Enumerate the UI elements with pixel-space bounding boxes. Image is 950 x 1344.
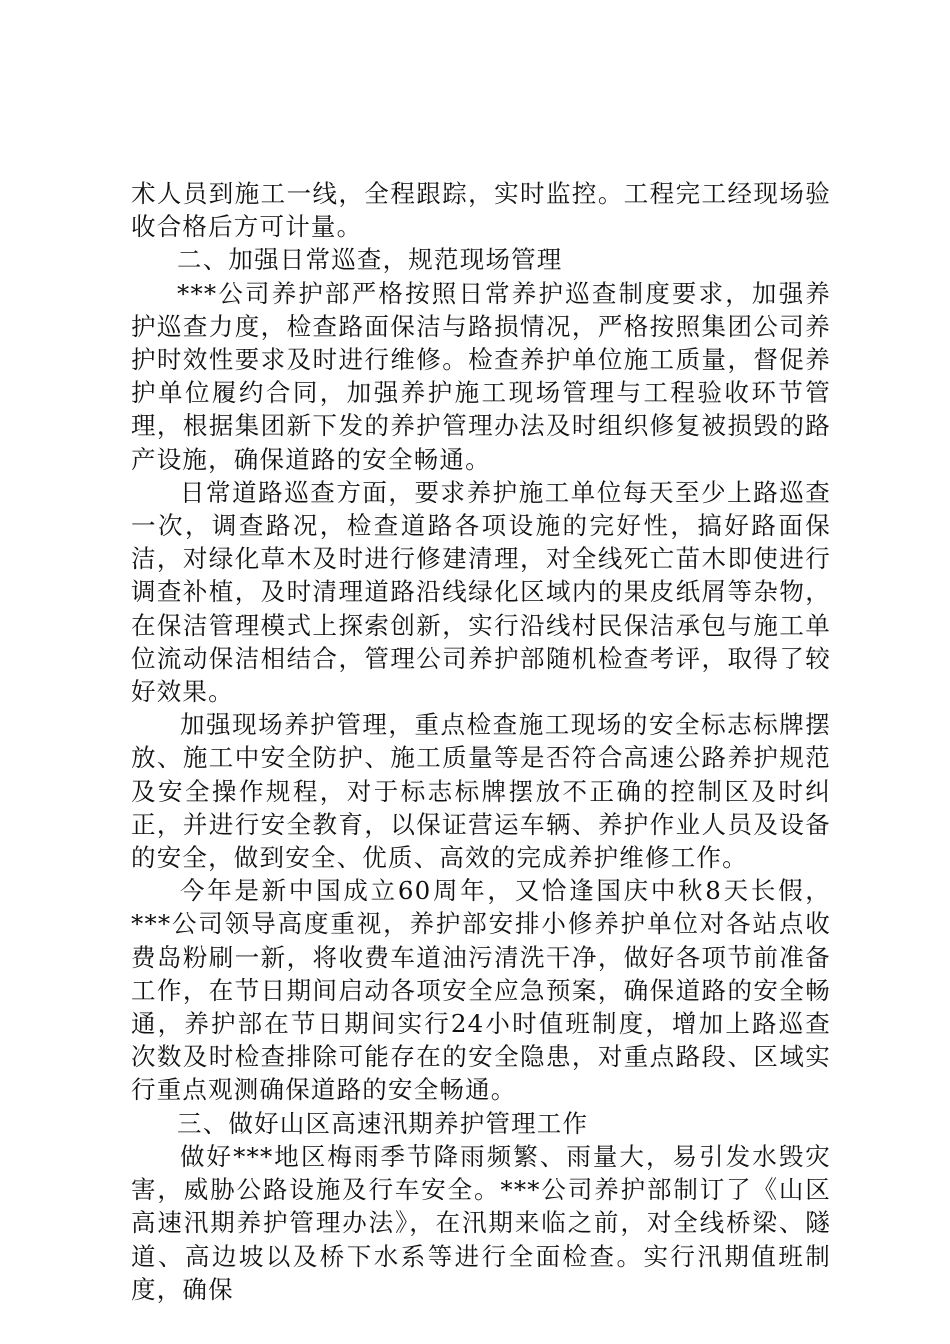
paragraph-patrol-requirements: ***公司养护部严格按照日常养护巡查制度要求，加强养护巡查力度，检查路面保洁与路损情况，严格按照集团公司养护时效性要求及时进行维修。检查养护单位施工质量，督促养护单位履约合同，加强养护施工现场管理与工程验收环节管理，根据集团新下发的养护管理办法及时组织修复被损毁的路产设施，确保道路的安全畅通。 bbox=[131, 278, 831, 474]
section-heading-3: 三、做好山区高速汛期养护管理工作 bbox=[177, 1108, 589, 1138]
document-body bbox=[131, 177, 831, 1306]
paragraph-holiday-safety: 今年是新中国成立60周年，又恰逢国庆中秋8天长假，***公司领导高度重视，养护部安排小修养护单位对各站点收费岛粉刷一新，将收费车道油污清洗干净，做好各项节前准备工作，在节日期间启动各项安全应急预案，确保道路的安全畅通，养护部在节日期间实行24小时值班制度，增加上路巡查次数及时检查排除可能存在的安全隐患，对重点路段、区域实行重点观测确保道路的安全畅通。 bbox=[131, 876, 831, 1105]
paragraph-site-management: 加强现场养护管理，重点检查施工现场的安全标志标牌摆放、施工中安全防护、施工质量等是否符合高速公路养护规范及安全操作规程，对于标志标牌摆放不正确的控制区及时纠正，并进行安全教育，以保证营运车辆、养护作业人员及设备的安全，做到安全、优质、高效的完成养护维修工作。 bbox=[131, 710, 831, 873]
paragraph-flood-season: 做好***地区梅雨季节降雨频繁、雨量大，易引发水毁灾害，威胁公路设施及行车安全。***公司养护部制订了《山区高速汛期养护管理办法》，在汛期来临之前，对全线桥梁、隧道、高边坡以及桥下水系等进行全面检查。实行汛期值班制度，确保 bbox=[131, 1141, 831, 1304]
paragraph-continuation: 术人员到施工一线，全程跟踪，实时监控。工程完工经现场验收合格后方可计量。 bbox=[131, 179, 831, 242]
section-heading-2: 二、加强日常巡查，规范现场管理 bbox=[177, 245, 563, 275]
paragraph-daily-patrol: 日常道路巡查方面，要求养护施工单位每天至少上路巡查一次，调查路况，检查道路各项设施的完好性，搞好路面保洁，对绿化草木及时进行修建清理，对全线死亡苗木即使进行调查补植，及时清理道路沿线绿化区域内的果皮纸屑等杂物，在保洁管理模式上探索创新，实行沿线村民保洁承包与施工单位流动保洁相结合，管理公司养护部随机检查考评，取得了较好效果。 bbox=[131, 477, 831, 707]
